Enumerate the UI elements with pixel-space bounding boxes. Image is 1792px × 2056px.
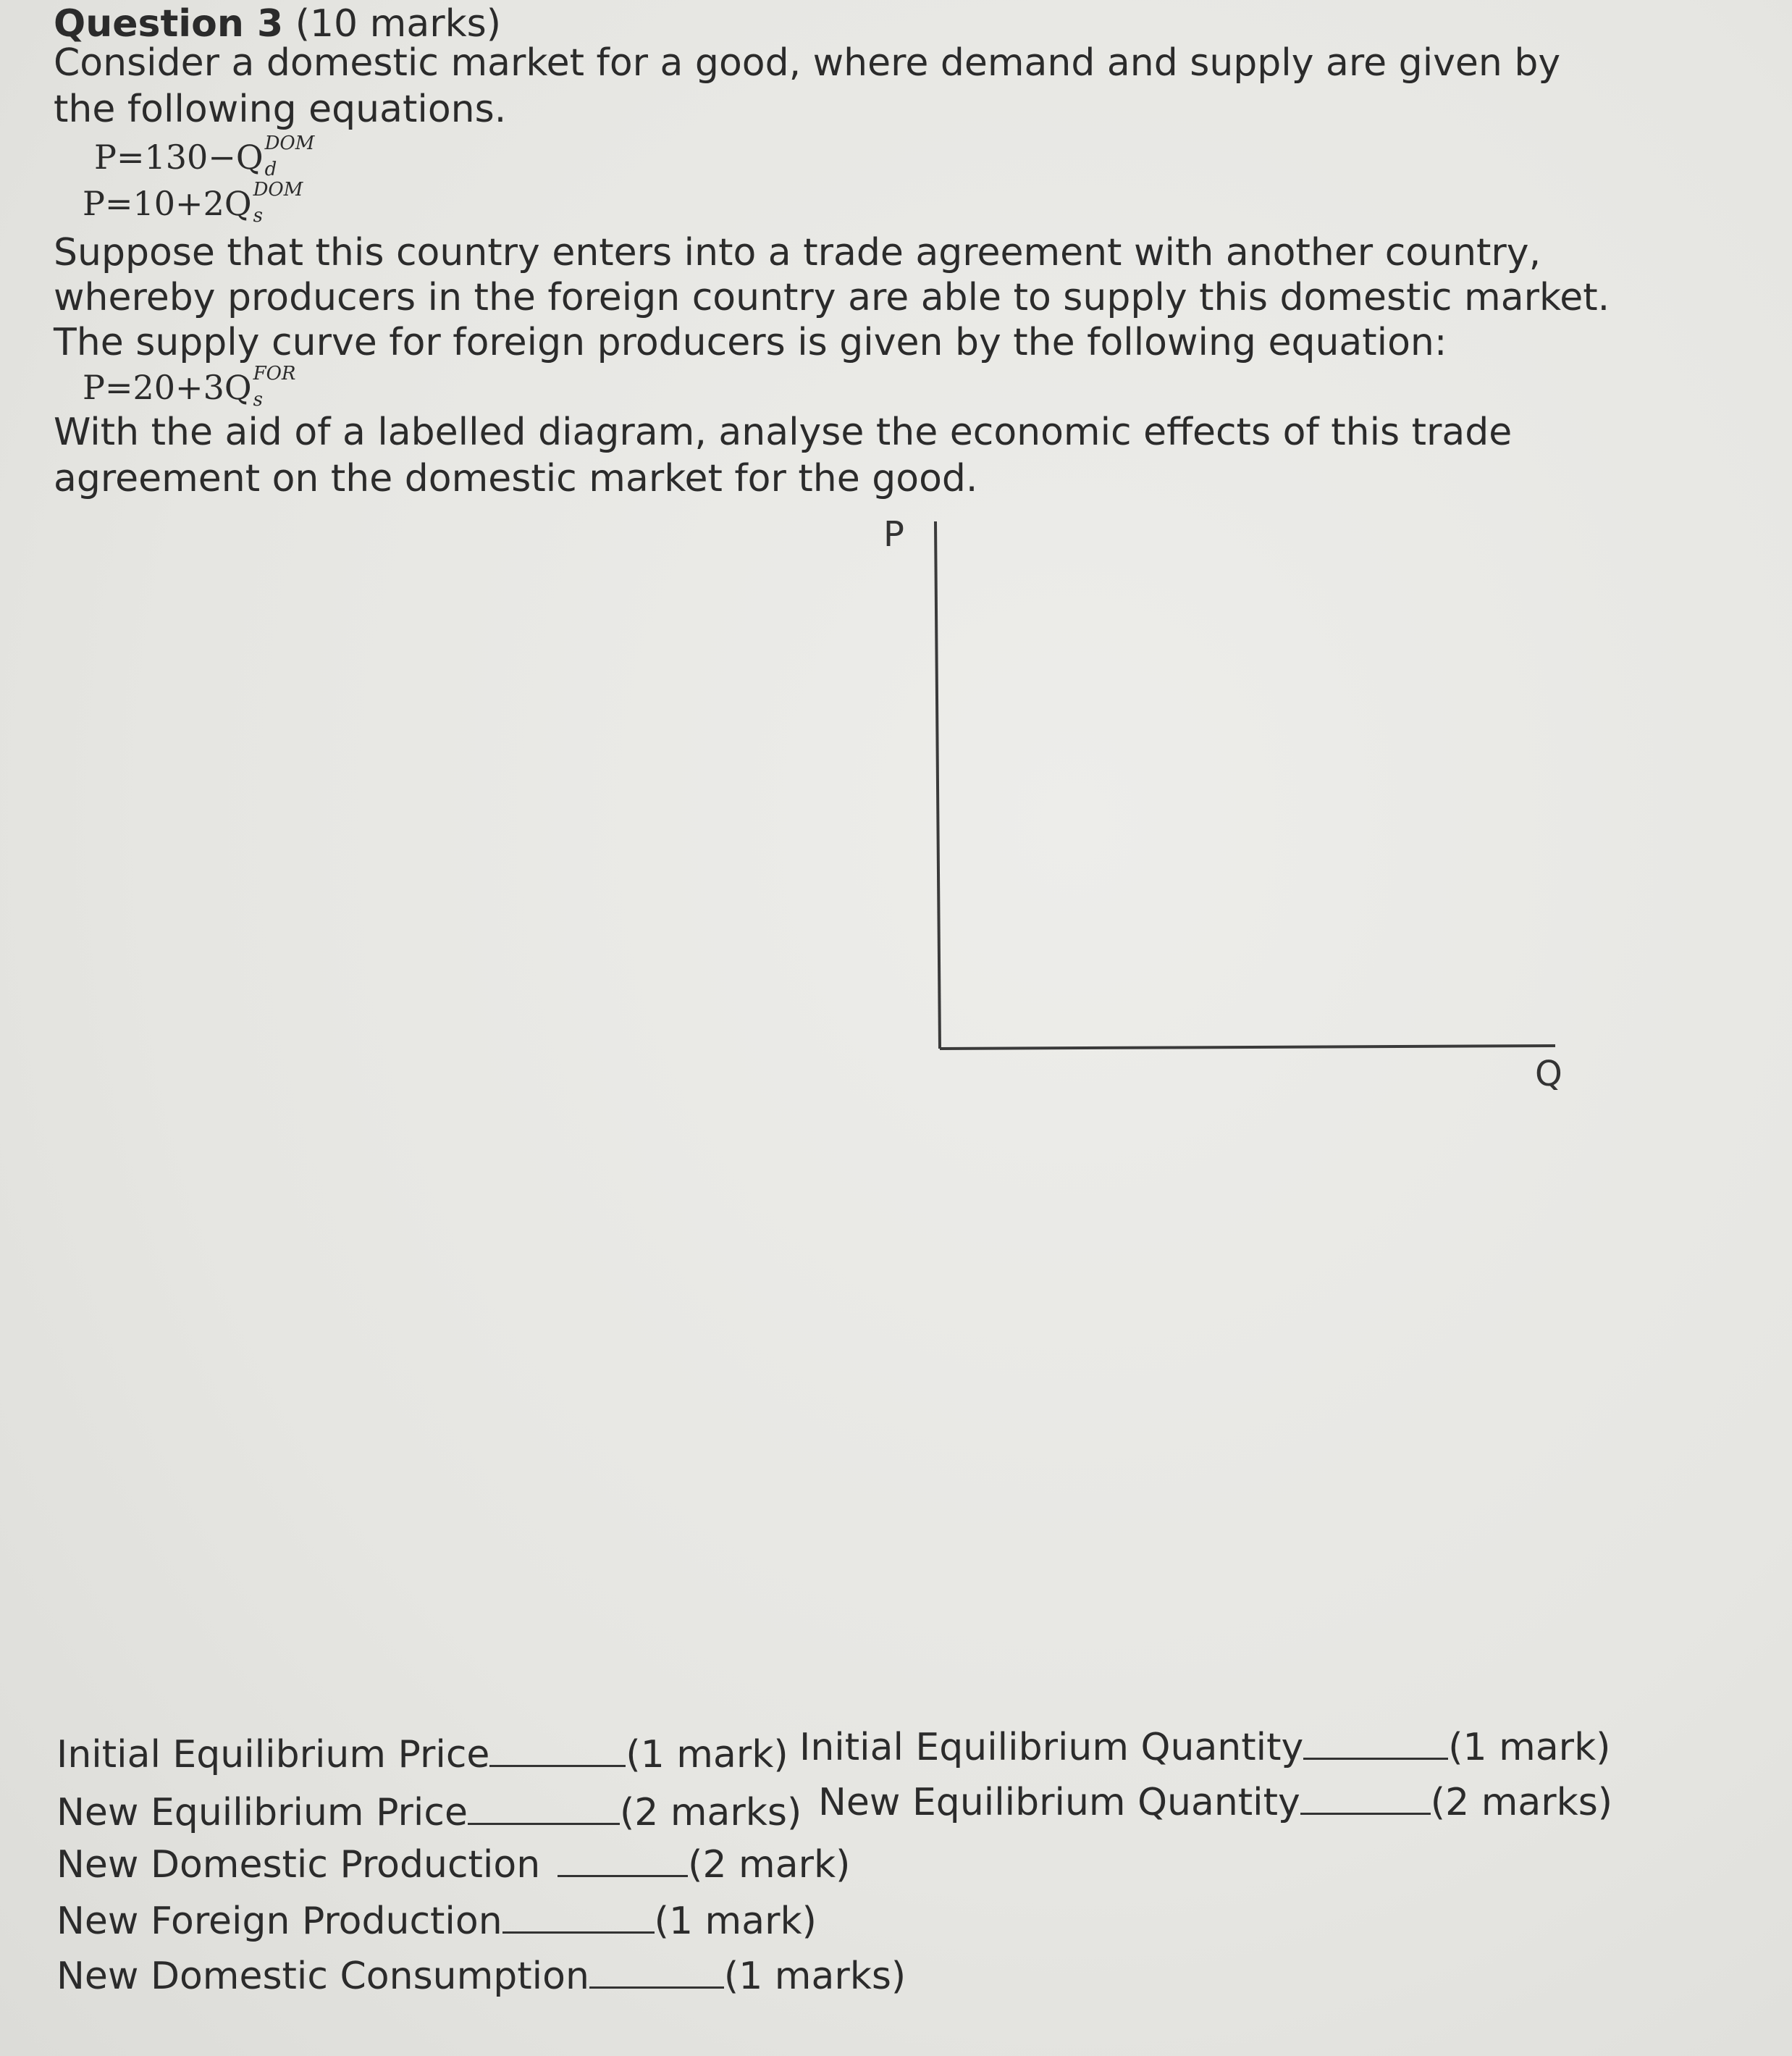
y-axis-label: P <box>883 514 904 555</box>
initial-quantity-label: Initial Equilibrium Quantity <box>799 1726 1304 1769</box>
intro-line-2: the following equations. <box>54 88 507 131</box>
new-price-marks: (2 marks) <box>619 1791 802 1834</box>
x-axis-line <box>940 1046 1555 1049</box>
para2-line-2: whereby producers in the foreign country are able to supply this domestic market. <box>54 276 1610 319</box>
answer-new-domestic-consumption <box>56 1954 906 1999</box>
initial-price-marks: (1 mark) <box>626 1733 788 1776</box>
foreign-supply-equation-lhs: P=20+3Q <box>83 368 252 407</box>
new-foreign-production-marks: (1 mark) <box>654 1900 817 1943</box>
answer-new-domestic-production <box>56 1842 850 1887</box>
new-domestic-production-blank[interactable] <box>558 1843 688 1877</box>
new-quantity-marks: (2 marks) <box>1430 1781 1613 1824</box>
answer-initial-price <box>56 1732 788 1777</box>
question-marks: (10 marks) <box>295 2 502 46</box>
new-quantity-label: New Equilibrium Quantity <box>818 1781 1300 1824</box>
intro-line-1: Consider a domestic market for a good, where demand and supply are given by <box>54 41 1561 85</box>
initial-price-label: Initial Equilibrium Price <box>56 1733 490 1776</box>
new-domestic-production-label: New Domestic Production <box>56 1843 541 1887</box>
question-title: Question 3 <box>54 2 284 46</box>
new-price-blank[interactable] <box>468 1791 620 1825</box>
new-quantity-blank[interactable] <box>1300 1781 1431 1815</box>
para3-line-1: With the aid of a labelled diagram, analyse the economic effects of this trade <box>54 411 1513 454</box>
para2-line-3: The supply curve for foreign producers is given by the following equation: <box>54 321 1447 364</box>
answer-new-foreign-production <box>56 1899 817 1944</box>
para2-line-1: Suppose that this country enters into a trade agreement with another country, <box>54 231 1541 274</box>
domestic-supply-equation-lhs: P=10+2Q <box>83 184 252 223</box>
initial-quantity-marks: (1 mark) <box>1448 1726 1611 1769</box>
foreign-supply-equation-superscript: FOR <box>253 363 296 385</box>
initial-price-blank[interactable] <box>489 1733 626 1767</box>
demand-equation-subscript: d <box>264 159 277 180</box>
new-domestic-consumption-marks: (1 marks) <box>723 1955 906 1998</box>
x-axis-label: Q <box>1535 1054 1562 1094</box>
domestic-supply-equation-subscript: s <box>253 205 263 227</box>
para3-line-2: agreement on the domestic market for the good. <box>54 457 978 500</box>
answer-new-price <box>56 1790 802 1835</box>
new-foreign-production-blank[interactable] <box>502 1900 655 1934</box>
y-axis-line <box>935 521 940 1049</box>
answer-new-quantity <box>818 1780 1612 1825</box>
new-foreign-production-label: New Foreign Production <box>56 1900 502 1943</box>
new-domestic-production-marks: (2 mark) <box>688 1843 851 1887</box>
domestic-supply-equation-superscript: DOM <box>253 179 303 201</box>
answer-initial-quantity <box>799 1725 1610 1770</box>
initial-quantity-blank[interactable] <box>1303 1726 1448 1760</box>
demand-equation-superscript: DOM <box>264 133 315 154</box>
new-domestic-consumption-label: New Domestic Consumption <box>56 1955 589 1998</box>
new-domestic-consumption-blank[interactable] <box>589 1955 724 1989</box>
foreign-supply-equation-subscript: s <box>253 389 263 411</box>
new-price-label: New Equilibrium Price <box>56 1791 468 1834</box>
demand-equation-lhs: P=130−Q <box>94 138 264 177</box>
